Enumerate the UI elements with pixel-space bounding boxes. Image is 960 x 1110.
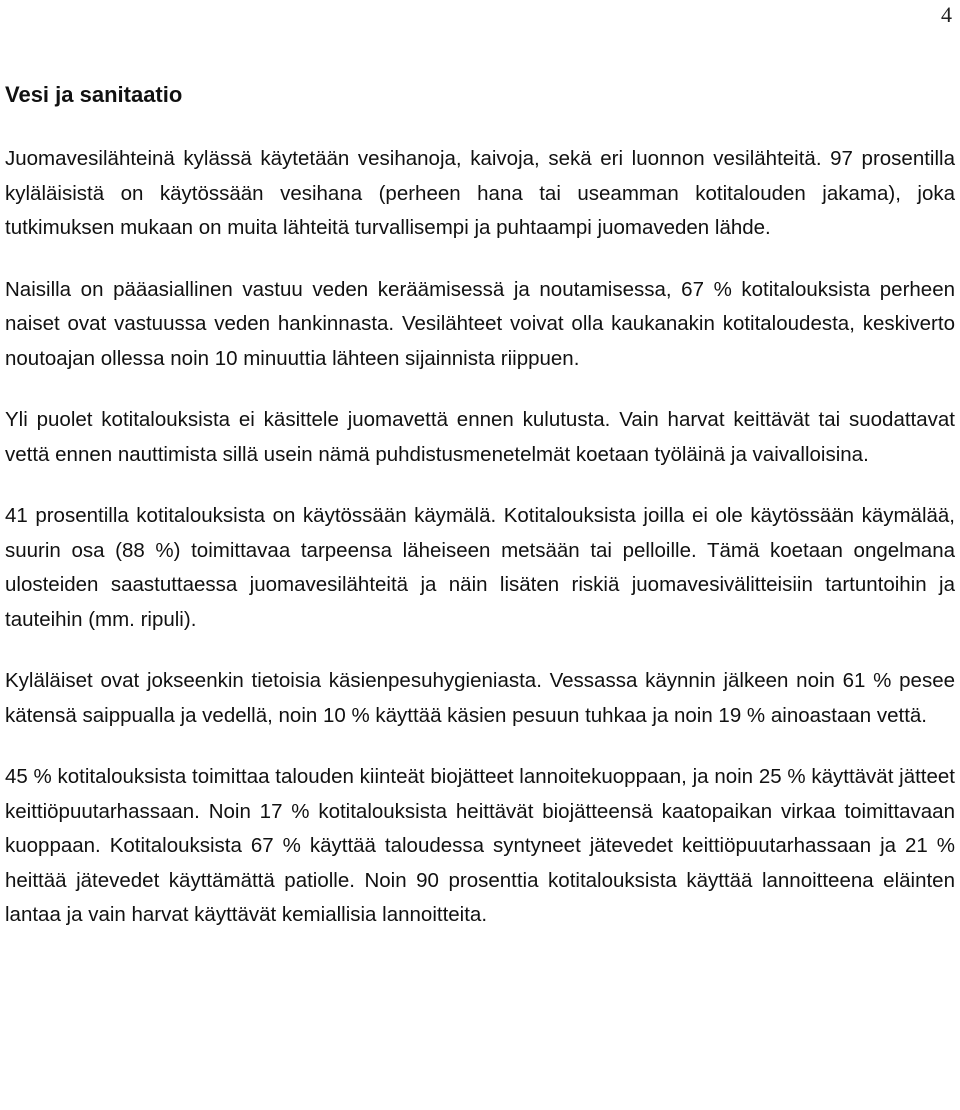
section-heading: Vesi ja sanitaatio (5, 82, 183, 107)
paragraph-latrines: 41 prosentilla kotitalouksista on käytössään käymälä. Kotitalouksista joilla ei ole käytössään käymälää, suurin osa (88 %) toimittavaa tarpeensa läheiseen metsään tai pelloille. Tämä koetaan ongelmana ulosteiden saastuttaessa juomavesilähteitä ja näin lisäten riskiä juomavesivälitteisiin tartuntoihin ja tauteihin (mm. ripuli). (5, 504, 955, 631)
paragraph-waste-disposal: 45 % kotitalouksista toimittaa talouden kiinteät biojätteet lannoitekuoppaan, ja noin 25 % käyttävät jätteet keittiöpuutarhassaan. Noin 17 % kotitalouksista heittävät biojätteensä kaatopaikan virkaa toimittavaan kuoppaan. Kotitalouksista 67 % käyttää taloudessa syntyneet jätevedet keittiöpuutarhassaan ja 21 % heittää jätevedet käyttämättä patiolle. Noin 90 prosenttia kotitalouksista käyttää lannoitteena eläinten lantaa ja vain harvat käyttävät kemiallisia lannoitteita. (5, 765, 955, 926)
paragraph-drinking-water-sources: Juomavesilähteinä kylässä käytetään vesihanoja, kaivoja, sekä eri luonnon vesilähteitä. 97 prosentilla kyläläisistä on käytössään vesihana (perheen hana tai useamman kotitalouden jakama), joka tutkimuksen mukaan on muita lähteitä turvallisempi ja puhtaampi juomaveden lähde. (5, 147, 955, 239)
paragraph-water-treatment: Yli puolet kotitalouksista ei käsittele juomavettä ennen kulutusta. Vain harvat keittävät tai suodattavat vettä ennen nauttimista sillä usein nämä puhdistusmenetelmät koetaan työläinä ja vaivalloisina. (5, 408, 955, 466)
document-body (5, 78, 955, 960)
page-number: 4 (941, 2, 952, 27)
paragraph-handwashing: Kyläläiset ovat jokseenkin tietoisia käsienpesuhygieniasta. Vessassa käynnin jälkeen noin 61 % pesee kätensä saippualla ja vedellä, noin 10 % käyttää käsien pesuun tuhkaa ja noin 19 % ainoastaan vettä. (5, 669, 955, 727)
paragraph-water-collection: Naisilla on pääasiallinen vastuu veden keräämisessä ja noutamisessa, 67 % kotitalouksista perheen naiset ovat vastuussa veden hankinnasta. Vesilähteet voivat olla kaukanakin kotitaloudesta, keskiverto noutoajan ollessa noin 10 minuuttia lähteen sijainnista riippuen. (5, 277, 955, 370)
